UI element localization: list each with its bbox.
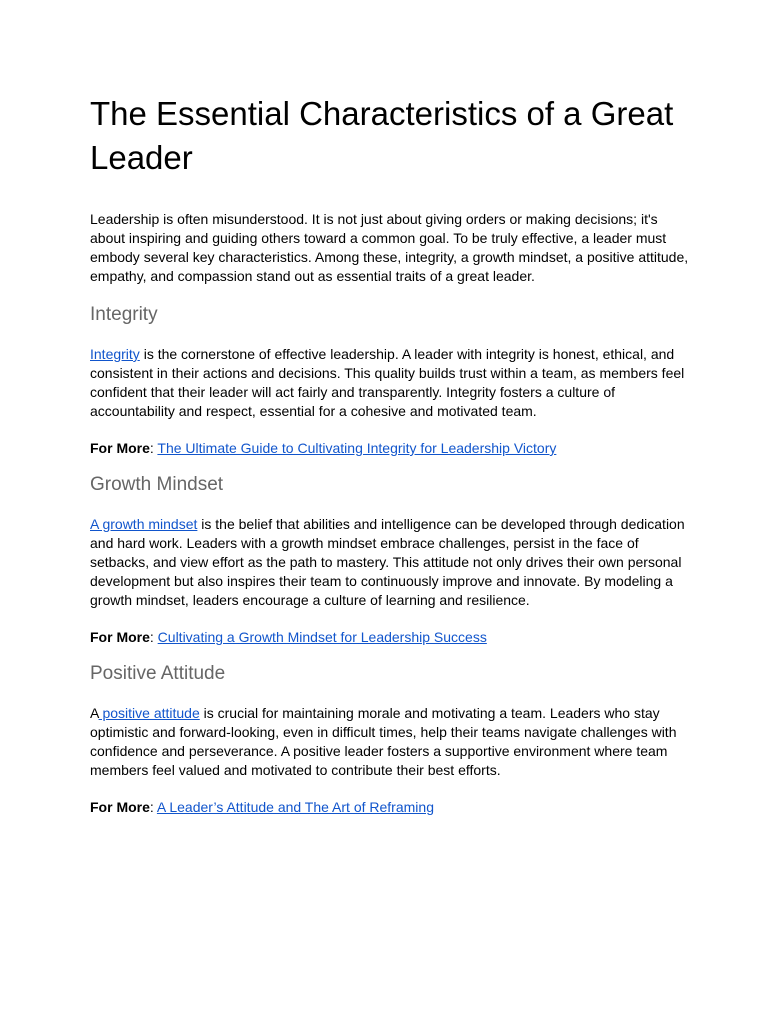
positive-attitude-prefix: A — [90, 705, 99, 721]
integrity-body-text: is the cornerstone of effective leadership. A leader with integrity is honest, ethical, and consistent in their actions and decisions. This quality builds trust within a team, as members feel confident that their leader will act fairly and transparently. Integrity fosters a culture of accountability and respect, essential for a cohesive and motivated team. — [90, 346, 685, 419]
section-heading-positive-attitude: Positive Attitude — [90, 663, 226, 684]
growth-mindset-guide-link[interactable]: Cultivating a Growth Mindset for Leadership Success — [157, 629, 487, 645]
positive-attitude-body-text: is crucial for maintaining morale and motivating a team. Leaders who stay optimistic and forward-looking, even in difficult times, help their teams navigate challenges with confidence and perseverance. A positive leader fosters a supportive environment where team members feel valued and motivated to contribute their best efforts. — [90, 705, 677, 778]
for-more-label: For More — [90, 440, 150, 456]
section-heading-integrity: Integrity — [90, 304, 158, 325]
page-title: The Essential Characteristics of a Great Leader — [90, 95, 674, 176]
growth-mindset-link[interactable]: A growth mindset — [90, 516, 198, 532]
for-more-positive-attitude: For More: A Leader’s Attitude and The Art of Reframing — [90, 799, 434, 815]
integrity-link[interactable]: Integrity — [90, 346, 140, 362]
for-more-label: For More — [90, 799, 150, 815]
for-more-growth-mindset: For More: Cultivating a Growth Mindset for Leadership Success — [90, 629, 487, 645]
for-more-integrity: For More: The Ultimate Guide to Cultivating Integrity for Leadership Victory — [90, 440, 557, 456]
integrity-guide-link[interactable]: The Ultimate Guide to Cultivating Integrity for Leadership Victory — [157, 440, 557, 456]
positive-attitude-link[interactable]: positive attitude — [98, 705, 200, 721]
section-paragraph-growth-mindset — [90, 515, 690, 610]
section-paragraph-positive-attitude — [90, 704, 690, 780]
intro-paragraph: Leadership is often misunderstood. It is not just about giving orders or making decisions; it's about inspiring and guiding others toward a common goal. To be truly effective, a leader must embody several key characteristics. Among these, integrity, a growth mindset, a positive attitude, empathy, and compassion stand out as essential traits of a great leader. — [90, 211, 689, 284]
attitude-reframing-link[interactable]: A Leader’s Attitude and The Art of Reframing — [156, 799, 434, 815]
growth-mindset-body-text: is the belief that abilities and intelligence can be developed through dedication and hard work. Leaders with a growth mindset embrace challenges, persist in the face of setbacks, and view effort as the path to mastery. This attitude not only drives their own personal development but also inspires their team to continuously improve and innovate. By modeling a growth mindset, leaders encourage a culture of learning and resilience. — [90, 516, 685, 608]
section-paragraph-integrity — [90, 345, 690, 421]
section-heading-growth-mindset: Growth Mindset — [90, 474, 224, 495]
document-page — [90, 92, 690, 832]
for-more-label: For More — [90, 629, 150, 645]
